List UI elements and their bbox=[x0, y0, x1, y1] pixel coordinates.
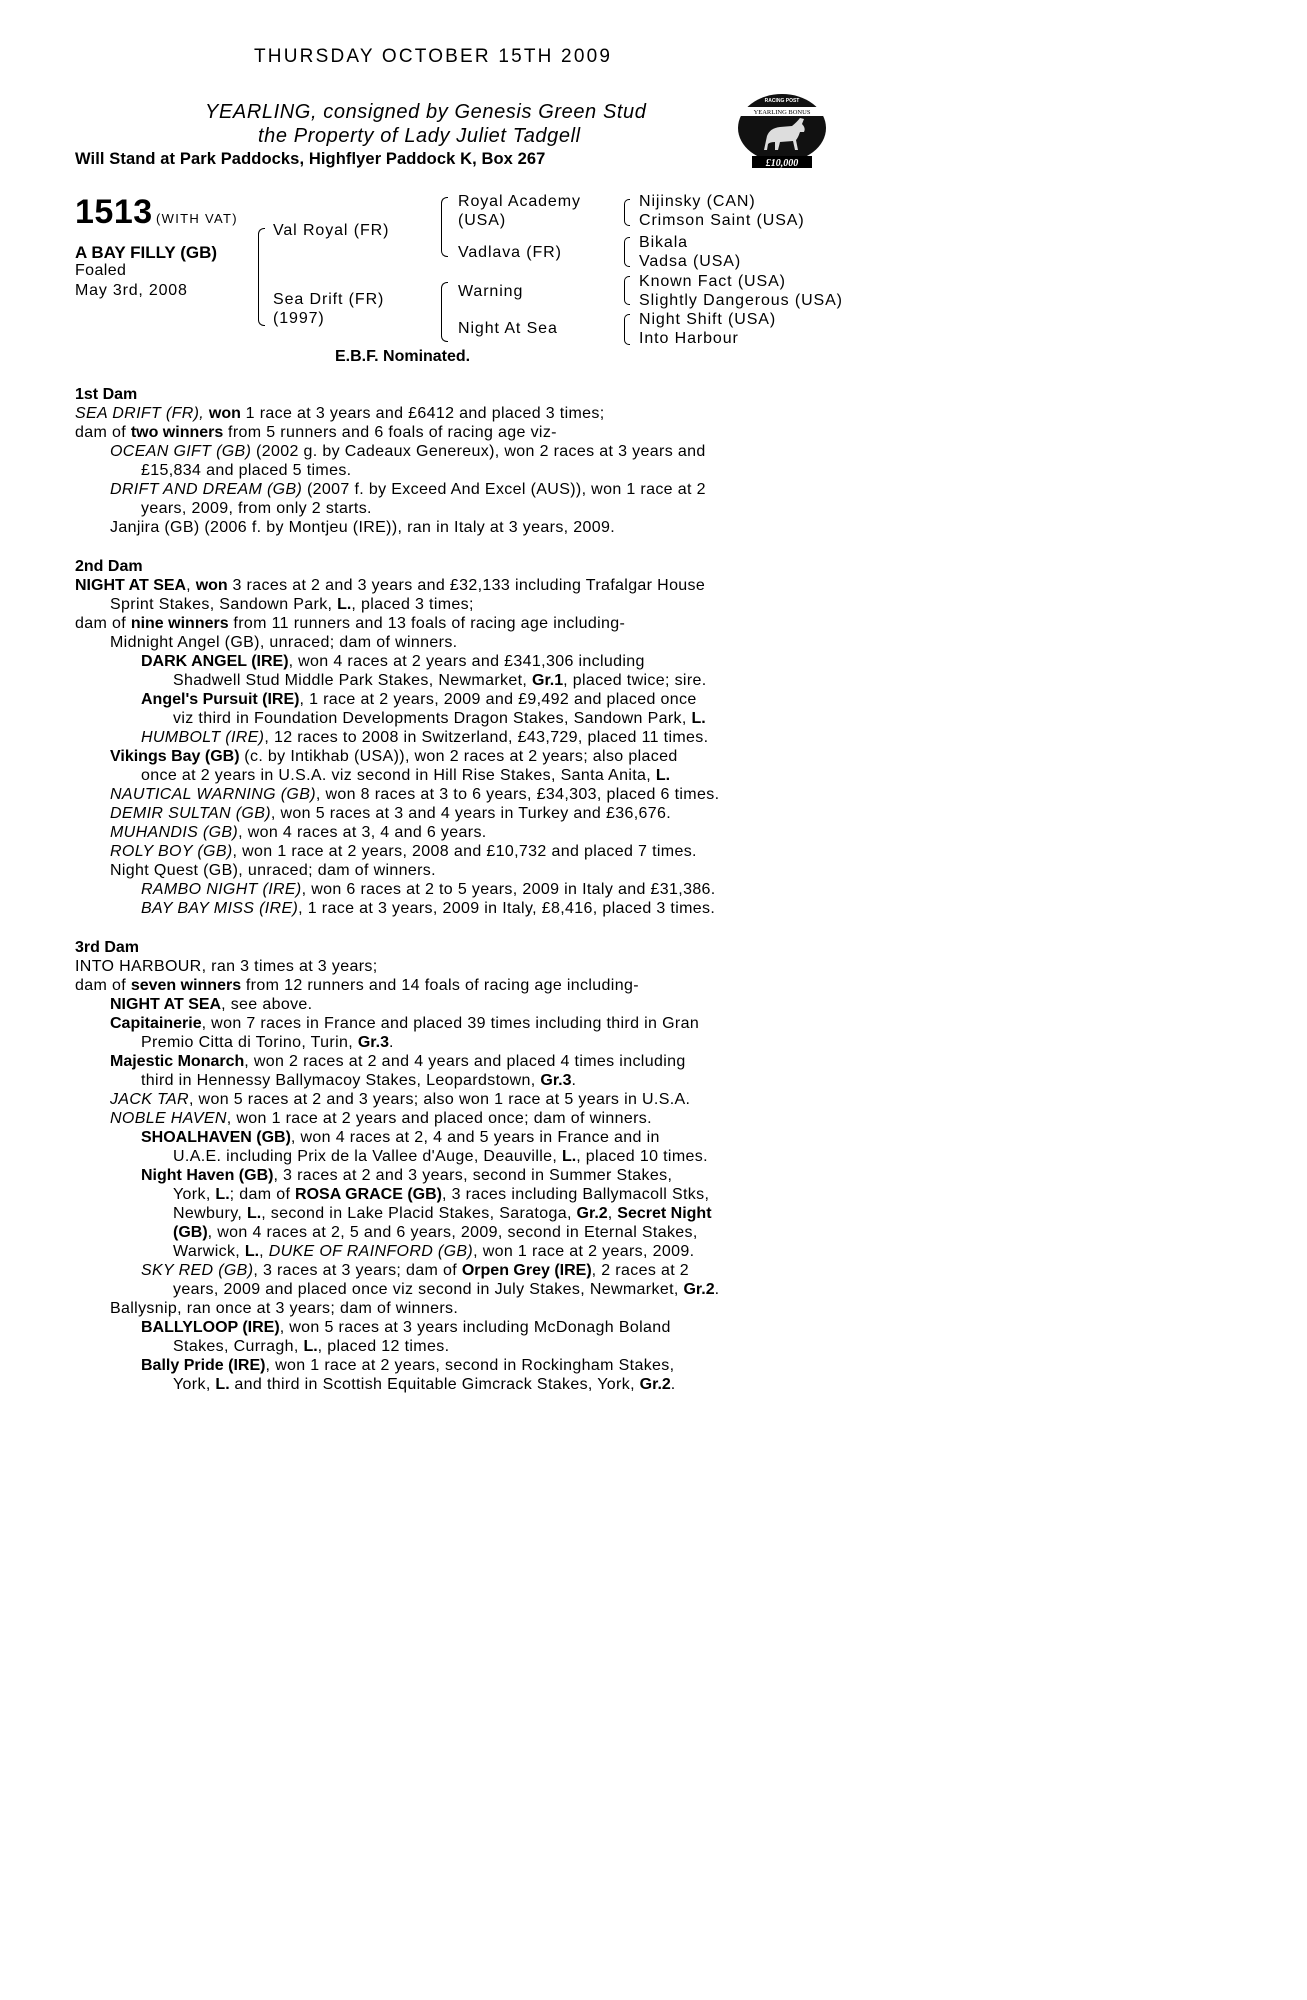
third-dam-line: York, L. and third in Scottish Equitable Gimcrack Stakes, York, Gr.2. bbox=[173, 1376, 676, 1393]
pedigree-dam-sire: Warning bbox=[458, 283, 524, 300]
second-dam-line: Midnight Angel (GB), unraced; dam of winners. bbox=[110, 634, 458, 651]
ebf-nominated: E.B.F. Nominated. bbox=[335, 348, 471, 365]
pedigree-dd-sire: Night Shift (USA) bbox=[639, 311, 777, 328]
pedigree-brace-ss bbox=[624, 199, 630, 226]
pedigree-ds-dam: Slightly Dangerous (USA) bbox=[639, 292, 843, 309]
third-dam-line: Premio Citta di Torino, Turin, Gr.3. bbox=[141, 1034, 394, 1051]
third-dam-line: (GB), won 4 races at 2, 5 and 6 years, 2009, second in Eternal Stakes, bbox=[173, 1224, 698, 1241]
first-dam-line: years, 2009, from only 2 starts. bbox=[141, 500, 372, 517]
badge-middle-text: YEARLING BONUS bbox=[753, 109, 811, 116]
pedigree-brace-dam bbox=[441, 282, 448, 342]
pedigree-sd-dam: Vadsa (USA) bbox=[639, 253, 742, 270]
second-dam-line: Angel's Pursuit (IRE), 1 race at 2 years, 2009 and £9,492 and placed once bbox=[141, 691, 697, 708]
first-dam-line: DRIFT AND DREAM (GB) (2007 f. by Exceed And Excel (AUS)), won 1 race at 2 bbox=[110, 481, 706, 498]
third-dam-line: dam of seven winners from 12 runners and 14 foals of racing age including- bbox=[75, 977, 639, 994]
pedigree-dam: Sea Drift (FR) bbox=[273, 291, 385, 308]
pedigree-sire-sire: Royal Academy bbox=[458, 193, 581, 210]
third-dam-line: years, 2009 and placed once viz second in July Stakes, Newmarket, Gr.2. bbox=[173, 1281, 720, 1298]
third-dam-line: Night Haven (GB), 3 races at 2 and 3 years, second in Summer Stakes, bbox=[141, 1167, 673, 1184]
second-dam-line: Night Quest (GB), unraced; dam of winners. bbox=[110, 862, 436, 879]
second-dam-line: NAUTICAL WARNING (GB), won 8 races at 3 to 6 years, £34,303, placed 6 times. bbox=[110, 786, 720, 803]
third-dam-line: third in Hennessy Ballymacoy Stakes, Leopardstown, Gr.3. bbox=[141, 1072, 577, 1089]
foaled-label: Foaled bbox=[75, 262, 127, 279]
pedigree-sire: Val Royal (FR) bbox=[273, 222, 390, 239]
second-dam-line: BAY BAY MISS (IRE), 1 race at 3 years, 2009 in Italy, £8,416, placed 3 times. bbox=[141, 900, 716, 917]
second-dam-line: DARK ANGEL (IRE), won 4 races at 2 years and £341,306 including bbox=[141, 653, 645, 670]
second-dam-line: Sprint Stakes, Sandown Park, L., placed 3 times; bbox=[110, 596, 474, 613]
pedigree-brace-dd bbox=[624, 314, 630, 345]
stand-location: Will Stand at Park Paddocks, Highflyer Paddock K, Box 267 bbox=[75, 150, 546, 168]
second-dam-line: RAMBO NIGHT (IRE), won 6 races at 2 to 5 years, 2009 in Italy and £31,386. bbox=[141, 881, 716, 898]
third-dam-line: JACK TAR, won 5 races at 2 and 3 years; also won 1 race at 5 years in U.S.A. bbox=[110, 1091, 691, 1108]
third-dam-line: Majestic Monarch, won 2 races at 2 and 4 years and placed 4 times including bbox=[110, 1053, 686, 1070]
third-dam-line: Warwick, L., DUKE OF RAINFORD (GB), won 1 race at 2 years, 2009. bbox=[173, 1243, 695, 1260]
third-dam-line: INTO HARBOUR, ran 3 times at 3 years; bbox=[75, 958, 378, 975]
pedigree-ds-sire: Known Fact (USA) bbox=[639, 273, 786, 290]
second-dam-line: HUMBOLT (IRE), 12 races to 2008 in Switzerland, £43,729, placed 11 times. bbox=[141, 729, 709, 746]
third-dam-line: Ballysnip, ran once at 3 years; dam of winners. bbox=[110, 1300, 459, 1317]
first-dam-line: dam of two winners from 5 runners and 6 foals of racing age viz- bbox=[75, 424, 557, 441]
vat-note: (WITH VAT) bbox=[156, 211, 238, 226]
second-dam-line: DEMIR SULTAN (GB), won 5 races at 3 and 4 years in Turkey and £36,676. bbox=[110, 805, 672, 822]
second-dam-line: dam of nine winners from 11 runners and 13 foals of racing age including- bbox=[75, 615, 626, 632]
pedigree-brace-ds bbox=[624, 276, 630, 305]
lot-number: 1513 bbox=[75, 193, 153, 231]
third-dam-line: Newbury, L., second in Lake Placid Stakes, Saratoga, Gr.2, Secret Night bbox=[173, 1205, 712, 1222]
second-dam-line: MUHANDIS (GB), won 4 races at 3, 4 and 6 years. bbox=[110, 824, 487, 841]
badge-top-text: RACING POST bbox=[764, 98, 800, 104]
third-dam-line: SKY RED (GB), 3 races at 3 years; dam of Orpen Grey (IRE), 2 races at 2 bbox=[141, 1262, 690, 1279]
pedigree-ss-sire: Nijinsky (CAN) bbox=[639, 193, 756, 210]
consignor-line: YEARLING, consigned by Genesis Green Stud bbox=[205, 101, 647, 123]
second-dam-heading: 2nd Dam bbox=[75, 558, 143, 575]
third-dam-line: SHOALHAVEN (GB), won 4 races at 2, 4 and 5 years in France and in bbox=[141, 1129, 660, 1146]
first-dam-line: SEA DRIFT (FR), won 1 race at 3 years and £6412 and placed 3 times; bbox=[75, 405, 605, 422]
second-dam-line: Vikings Bay (GB) (c. by Intikhab (USA)), won 2 races at 2 years; also placed bbox=[110, 748, 678, 765]
pedigree-dd-dam: Into Harbour bbox=[639, 330, 739, 347]
second-dam-line: once at 2 years in U.S.A. viz second in Hill Rise Stakes, Santa Anita, L. bbox=[141, 767, 671, 784]
pedigree-ss-dam: Crimson Saint (USA) bbox=[639, 212, 805, 229]
pedigree-sd-sire: Bikala bbox=[639, 234, 688, 251]
third-dam-line: NIGHT AT SEA, see above. bbox=[110, 996, 313, 1013]
sale-date: THURSDAY OCTOBER 15TH 2009 bbox=[254, 46, 613, 67]
third-dam-heading: 3rd Dam bbox=[75, 939, 140, 956]
pedigree-brace-sd bbox=[624, 237, 630, 267]
third-dam-line: NOBLE HAVEN, won 1 race at 2 years and placed once; dam of winners. bbox=[110, 1110, 652, 1127]
yearling-bonus-badge bbox=[734, 92, 830, 170]
produce-record bbox=[75, 385, 765, 1394]
second-dam-line: ROLY BOY (GB), won 1 race at 2 years, 2008 and £10,732 and placed 7 times. bbox=[110, 843, 697, 860]
second-dam-line: Shadwell Stud Middle Park Stakes, Newmarket, Gr.1, placed twice; sire. bbox=[173, 672, 707, 689]
second-dam-line: viz third in Foundation Developments Dragon Stakes, Sandown Park, L. bbox=[173, 710, 706, 727]
third-dam-line: Capitainerie, won 7 races in France and placed 39 times including third in Gran bbox=[110, 1015, 700, 1032]
pedigree-dam-dam: Night At Sea bbox=[458, 320, 558, 337]
property-line: the Property of Lady Juliet Tadgell bbox=[258, 125, 581, 147]
pedigree-brace-main bbox=[258, 228, 265, 326]
pedigree-brace-sire bbox=[441, 197, 448, 257]
pedigree-sire-sire-origin: (USA) bbox=[458, 212, 507, 229]
first-dam-line: OCEAN GIFT (GB) (2002 g. by Cadeaux Genereux), won 2 races at 3 years and bbox=[110, 443, 706, 460]
first-dam-line: £15,834 and placed 5 times. bbox=[141, 462, 352, 479]
horse-name: A BAY FILLY (GB) bbox=[75, 243, 218, 262]
badge-amount: £10,000 bbox=[765, 158, 799, 169]
third-dam-line: Bally Pride (IRE), won 1 race at 2 years, second in Rockingham Stakes, bbox=[141, 1357, 675, 1374]
pedigree-dam-year: (1997) bbox=[273, 310, 325, 327]
first-dam-line: Janjira (GB) (2006 f. by Montjeu (IRE)), ran in Italy at 3 years, 2009. bbox=[110, 519, 616, 536]
third-dam-line: York, L.; dam of ROSA GRACE (GB), 3 races including Ballymacoll Stks, bbox=[173, 1186, 710, 1203]
foaled-date: May 3rd, 2008 bbox=[75, 282, 188, 299]
first-dam-heading: 1st Dam bbox=[75, 386, 138, 403]
second-dam-line: NIGHT AT SEA, won 3 races at 2 and 3 years and £32,133 including Trafalgar House bbox=[75, 577, 706, 594]
pedigree-sire-dam: Vadlava (FR) bbox=[458, 244, 562, 261]
third-dam-line: BALLYLOOP (IRE), won 5 races at 3 years including McDonagh Boland bbox=[141, 1319, 671, 1336]
third-dam-line: U.A.E. including Prix de la Vallee d'Auge, Deauville, L., placed 10 times. bbox=[173, 1148, 708, 1165]
third-dam-line: Stakes, Curragh, L., placed 12 times. bbox=[173, 1338, 450, 1355]
